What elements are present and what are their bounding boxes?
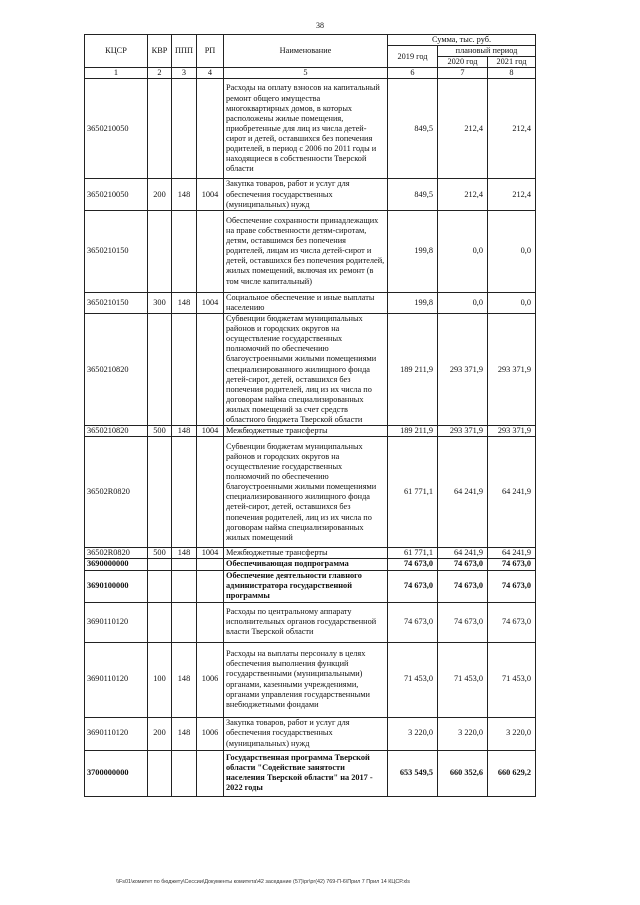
cell-2021: 660 629,2 — [488, 750, 536, 796]
cell-2019: 199,8 — [388, 210, 438, 292]
table-body — [85, 79, 536, 796]
cell-2020: 3 220,0 — [438, 717, 488, 750]
cell-kcsr: 3690100000 — [85, 570, 148, 602]
cell-kcsr: 3650210820 — [85, 426, 148, 437]
cell-2019: 71 453,0 — [388, 642, 438, 717]
cell-name: Социальное обеспечение и иные выплаты населению — [224, 292, 388, 313]
cell-kcsr: 36502R0820 — [85, 548, 148, 559]
cell-rp: 1004 — [197, 292, 224, 313]
table-row — [85, 179, 536, 210]
cell-2019: 61 771,1 — [388, 437, 438, 548]
cell-kvr: 300 — [148, 292, 172, 313]
cell-kcsr: 3700000000 — [85, 750, 148, 796]
cell-kvr: 100 — [148, 642, 172, 717]
cell-2019: 189 211,9 — [388, 313, 438, 425]
cell-name: Обеспечение деятельности главного администратора государственной программы — [224, 570, 388, 602]
cell-rp — [197, 602, 224, 642]
cell-ppp — [172, 570, 197, 602]
cell-name: Межбюджетные трансферты — [224, 548, 388, 559]
cell-2020: 64 241,9 — [438, 437, 488, 548]
cell-kcsr: 3650210820 — [85, 313, 148, 425]
table-row — [85, 437, 536, 548]
cell-2020: 71 453,0 — [438, 642, 488, 717]
table-row — [85, 642, 536, 717]
page-number: 38 — [316, 21, 324, 30]
cell-kcsr: 3650210050 — [85, 179, 148, 210]
cell-2020: 0,0 — [438, 292, 488, 313]
column-number: 6 — [388, 68, 438, 79]
cell-rp: 1004 — [197, 548, 224, 559]
cell-name: Обеспечение сохранности принадлежащих на праве собственности детям-сиротам, детям, оставшимся без попечения родителей, лицам из числа детей-сирот и детей, оставшихся без попечения родителей, жилых помещений, включая их ремонт (в том числе капитальный) — [224, 210, 388, 292]
column-number: 7 — [438, 68, 488, 79]
cell-2019: 61 771,1 — [388, 548, 438, 559]
header-kvr: КВР — [148, 35, 172, 68]
cell-2020: 74 673,0 — [438, 602, 488, 642]
cell-2019: 653 549,5 — [388, 750, 438, 796]
cell-ppp — [172, 750, 197, 796]
table-row — [85, 292, 536, 313]
cell-rp — [197, 79, 224, 179]
cell-2020: 74 673,0 — [438, 559, 488, 570]
cell-ppp: 148 — [172, 642, 197, 717]
cell-kvr — [148, 79, 172, 179]
cell-kvr — [148, 313, 172, 425]
cell-ppp: 148 — [172, 426, 197, 437]
cell-rp: 1006 — [197, 642, 224, 717]
cell-kvr — [148, 602, 172, 642]
header-rp: РП — [197, 35, 224, 68]
column-number: 4 — [197, 68, 224, 79]
cell-rp: 1004 — [197, 426, 224, 437]
cell-2021: 64 241,9 — [488, 437, 536, 548]
header-kcsr: КЦСР — [85, 35, 148, 68]
cell-2020: 293 371,9 — [438, 313, 488, 425]
cell-name: Закупка товаров, работ и услуг для обеспечения государственных (муниципальных) нужд — [224, 717, 388, 750]
cell-name: Расходы на оплату взносов на капитальный ремонт общего имущества многоквартирных домов, в которых расположены жилые помещения, приобретенные для лиц из числа детей-сирот и детей, оставшихся без попечения родителей, в период с 2006 по 2011 годы и находящиеся в собственности Тверской области — [224, 79, 388, 179]
cell-kvr: 500 — [148, 426, 172, 437]
cell-kcsr: 3690110120 — [85, 602, 148, 642]
cell-ppp — [172, 559, 197, 570]
cell-2021: 71 453,0 — [488, 642, 536, 717]
cell-rp — [197, 313, 224, 425]
cell-rp — [197, 570, 224, 602]
column-number: 3 — [172, 68, 197, 79]
cell-ppp — [172, 79, 197, 179]
table-row — [85, 570, 536, 602]
cell-kvr — [148, 210, 172, 292]
header-name: Наименование — [224, 35, 388, 68]
column-number: 2 — [148, 68, 172, 79]
cell-2021: 0,0 — [488, 292, 536, 313]
cell-kvr: 500 — [148, 548, 172, 559]
cell-kvr: 200 — [148, 717, 172, 750]
cell-kcsr: 3650210050 — [85, 79, 148, 179]
cell-name: Расходы на выплаты персоналу в целях обеспечения выполнения функций государственными (муниципальными) органами, казенными учреждениями, органами управления государственными внебюджетными фондами — [224, 642, 388, 717]
cell-2021: 74 673,0 — [488, 570, 536, 602]
header-year-2019: 2019 год — [388, 46, 438, 68]
header-year-2020: 2020 год — [438, 57, 488, 68]
cell-2019: 74 673,0 — [388, 570, 438, 602]
cell-2021: 212,4 — [488, 79, 536, 179]
file-path-footer: \\Fs01\комитет по бюджету\Сессии\Документы комитета\42 заседание (57)\pr\pr(42) 769-П-6\Прил 7 Прил 14 КЦСР.xls — [116, 879, 410, 885]
cell-kcsr: 3690110120 — [85, 717, 148, 750]
cell-2019: 849,5 — [388, 179, 438, 210]
header-ppp: ППП — [172, 35, 197, 68]
cell-ppp: 148 — [172, 548, 197, 559]
cell-rp: 1004 — [197, 179, 224, 210]
cell-2021: 212,4 — [488, 179, 536, 210]
cell-2021: 293 371,9 — [488, 313, 536, 425]
cell-2019: 189 211,9 — [388, 426, 438, 437]
cell-2021: 3 220,0 — [488, 717, 536, 750]
cell-name: Закупка товаров, работ и услуг для обеспечения государственных (муниципальных) нужд — [224, 179, 388, 210]
header-sum: Сумма, тыс. руб. — [388, 35, 536, 46]
budget-table — [84, 34, 536, 797]
column-number-row — [85, 68, 536, 79]
cell-2021: 74 673,0 — [488, 602, 536, 642]
header-year-2021: 2021 год — [488, 57, 536, 68]
cell-2019: 3 220,0 — [388, 717, 438, 750]
column-number: 1 — [85, 68, 148, 79]
header-planned-period: плановый период — [438, 46, 536, 57]
cell-kvr — [148, 437, 172, 548]
table-header — [85, 35, 536, 79]
cell-2020: 293 371,9 — [438, 426, 488, 437]
table-row — [85, 750, 536, 796]
cell-kcsr: 3690110120 — [85, 642, 148, 717]
cell-2021: 74 673,0 — [488, 559, 536, 570]
cell-ppp — [172, 313, 197, 425]
cell-name: Субвенции бюджетам муниципальных районов и городских округов на осуществление государственных полномочий по обеспечению благоустроенными жилыми помещениями специализированного жилищного фонда детей-сирот, детей, оставшихся без попечения родителей, лиц из их числа по договорам найма специализированных жилых помещений за счет средств областного бюджета Тверской области — [224, 313, 388, 425]
cell-kvr: 200 — [148, 179, 172, 210]
cell-rp — [197, 750, 224, 796]
cell-rp — [197, 437, 224, 548]
cell-2019: 74 673,0 — [388, 559, 438, 570]
cell-ppp — [172, 210, 197, 292]
cell-2020: 212,4 — [438, 179, 488, 210]
table-row — [85, 210, 536, 292]
cell-ppp — [172, 602, 197, 642]
cell-2020: 212,4 — [438, 79, 488, 179]
cell-ppp: 148 — [172, 292, 197, 313]
table-row — [85, 426, 536, 437]
cell-2019: 74 673,0 — [388, 602, 438, 642]
cell-2020: 64 241,9 — [438, 548, 488, 559]
cell-2021: 64 241,9 — [488, 548, 536, 559]
cell-rp: 1006 — [197, 717, 224, 750]
cell-2020: 74 673,0 — [438, 570, 488, 602]
cell-name: Межбюджетные трансферты — [224, 426, 388, 437]
table-row — [85, 602, 536, 642]
table-row — [85, 79, 536, 179]
table-row — [85, 717, 536, 750]
cell-2019: 199,8 — [388, 292, 438, 313]
cell-kvr — [148, 559, 172, 570]
table-row — [85, 313, 536, 425]
cell-2020: 660 352,6 — [438, 750, 488, 796]
cell-2021: 293 371,9 — [488, 426, 536, 437]
column-number: 5 — [224, 68, 388, 79]
cell-name: Обеспечивающая подпрограмма — [224, 559, 388, 570]
cell-name: Субвенции бюджетам муниципальных районов и городских округов на осуществление государственных полномочий по обеспечению благоустроенными жилыми помещениями специализированного жилищного фонда детей-сирот, детей, оставшихся без попечения родителей, лиц из их числа по договорам найма специализированных жилых помещений — [224, 437, 388, 548]
cell-ppp: 148 — [172, 179, 197, 210]
cell-kcsr: 3650210150 — [85, 292, 148, 313]
cell-ppp: 148 — [172, 717, 197, 750]
cell-2020: 0,0 — [438, 210, 488, 292]
cell-kcsr: 36502R0820 — [85, 437, 148, 548]
cell-kvr — [148, 750, 172, 796]
cell-kcsr: 3690000000 — [85, 559, 148, 570]
table-row — [85, 559, 536, 570]
cell-rp — [197, 210, 224, 292]
table-row — [85, 548, 536, 559]
column-number: 8 — [488, 68, 536, 79]
cell-2021: 0,0 — [488, 210, 536, 292]
cell-name: Государственная программа Тверской области "Содействие занятости населения Тверской области" на 2017 - 2022 годы — [224, 750, 388, 796]
cell-2019: 849,5 — [388, 79, 438, 179]
cell-name: Расходы по центральному аппарату исполнительных органов государственной власти Тверской области — [224, 602, 388, 642]
cell-rp — [197, 559, 224, 570]
cell-kvr — [148, 570, 172, 602]
cell-kcsr: 3650210150 — [85, 210, 148, 292]
cell-ppp — [172, 437, 197, 548]
